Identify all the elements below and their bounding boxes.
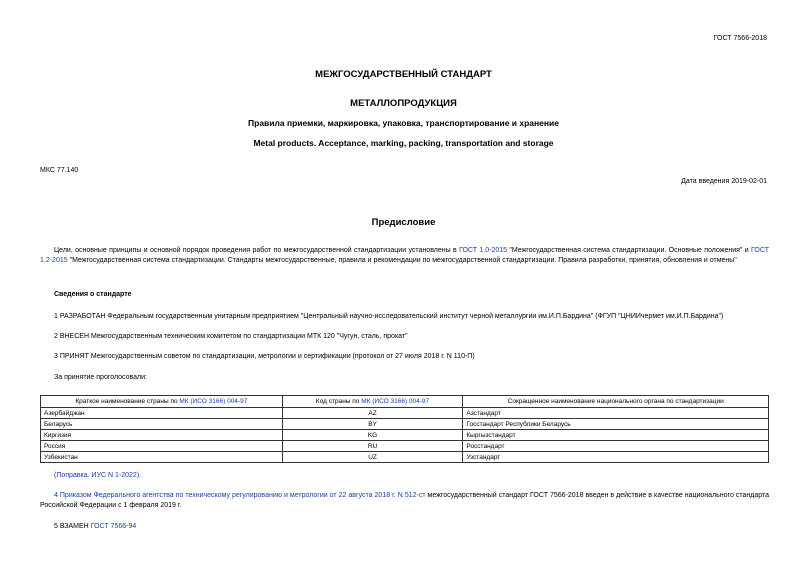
intro-text-3: "Межгосударственная система стандартизации. Стандарты межгосударственные, правила и рекомендации по межгосударственной стандартизации. Правила разработки, принятия, обновления и отмены"	[67, 257, 737, 264]
standard-type: МЕЖГОСУДАРСТВЕННЫЙ СТАНДАРТ	[315, 69, 492, 80]
country-code: RU	[282, 441, 463, 452]
intro-text-2: "Межгосударственная система стандартизации. Основные положения" и	[507, 247, 752, 254]
country-code: UZ	[282, 452, 463, 463]
foreword-heading: Предисловие	[371, 217, 436, 228]
voted-label: За принятие проголосовали:	[54, 374, 147, 381]
country-code-header: Код страны по МК (ИСО 3166) 004-97	[282, 396, 463, 408]
gost-7566-94-link[interactable]: ГОСТ 7566-94	[90, 523, 137, 530]
intro-text-1: Цели, основные принципы и основной порядок проведения работ по межгосударственной стандартизации установлены в	[54, 247, 460, 254]
order-link[interactable]: 4 Приказом Федерального агентства по техническому регулированию и метрологии от 22 августа 2018 г. N 512-ст	[54, 492, 426, 499]
country-name: Узбекистан	[41, 452, 283, 463]
correction-link[interactable]: (Поправка. ИУС N 1-2022).	[54, 472, 142, 479]
standards-body: Узстандарт	[463, 452, 769, 463]
item-replaces-text: 5 ВЗАМЕН	[54, 523, 91, 530]
item-adopted: 3 ПРИНЯТ Межгосударственным советом по стандартизации, метрологии и сертификации (протокол от 27 июля 2018 г. N 110-П)	[54, 353, 475, 360]
table-header-row	[41, 396, 769, 408]
subtitle-ru: Правила приемки, маркировка, упаковка, транспортирование и хранение	[248, 118, 559, 128]
standards-body: Азстандарт	[463, 408, 769, 419]
country-name: Беларусь	[41, 419, 283, 430]
country-code: BY	[282, 419, 463, 430]
document-title: МЕТАЛЛОПРОДУКЦИЯ	[350, 98, 457, 109]
subtitle-en: Metal products. Acceptance, marking, packing, transportation and storage	[253, 138, 554, 148]
item-developed: 1 РАЗРАБОТАН Федеральным государственным унитарным предприятием "Центральный научно-исследовательский институт черной металлургии им.И.П.Бардина" (ФГУП "ЦНИИчермет им.И.П.Бардина")	[54, 313, 724, 320]
standards-body: Росстандарт	[463, 441, 769, 452]
table-row	[41, 441, 769, 452]
voting-states-table	[40, 395, 769, 463]
item-enacted-text: межгосударственный стандарт ГОСТ 7566-2018 введен в действие в качестве национального стандарта Российской Федерации с 1 февраля 2019 г.	[40, 492, 769, 509]
table-row	[41, 452, 769, 463]
foreword-intro-paragraph	[40, 246, 769, 266]
country-name: Россия	[41, 441, 283, 452]
standards-body: Кыргызстандарт	[463, 430, 769, 441]
gost-1-2-link[interactable]: ГОСТ 1.2-2015	[40, 247, 769, 264]
standard-info-heading: Сведения о стандарте	[54, 291, 132, 298]
intro-date: Дата введения 2019-02-01	[681, 178, 767, 185]
standards-body-header: Сокращенное наименование национального органа по стандартизации	[463, 396, 769, 408]
table-row	[41, 408, 769, 419]
correction-note	[54, 471, 783, 481]
standards-body: Госстандарт Республики Беларусь	[463, 419, 769, 430]
item-enacted	[40, 491, 769, 511]
gost-1-0-link[interactable]: ГОСТ 1.0-2015	[459, 247, 508, 254]
mk-iso-link[interactable]: МК (ИСО 3166) 004-97	[179, 398, 248, 405]
document-code: ГОСТ 7566-2018	[713, 35, 767, 42]
table-row	[41, 419, 769, 430]
item-submitted: 2 ВНЕСЕН Межгосударственным техническим комитетом по стандартизации МТК 120 "Чугун, сталь, прокат"	[54, 333, 408, 340]
mk-iso-link[interactable]: МК (ИСО 3166) 004-97	[361, 398, 430, 405]
country-name: Киргизия	[41, 430, 283, 441]
country-name-header: Краткое наименование страны по МК (ИСО 3166) 004-97	[41, 396, 283, 408]
country-code: KG	[282, 430, 463, 441]
mks-code: МКС 77.140	[40, 167, 79, 174]
country-code: AZ	[282, 408, 463, 419]
item-replaces	[54, 522, 783, 532]
country-name: Азербайджан	[41, 408, 283, 419]
table-row	[41, 430, 769, 441]
